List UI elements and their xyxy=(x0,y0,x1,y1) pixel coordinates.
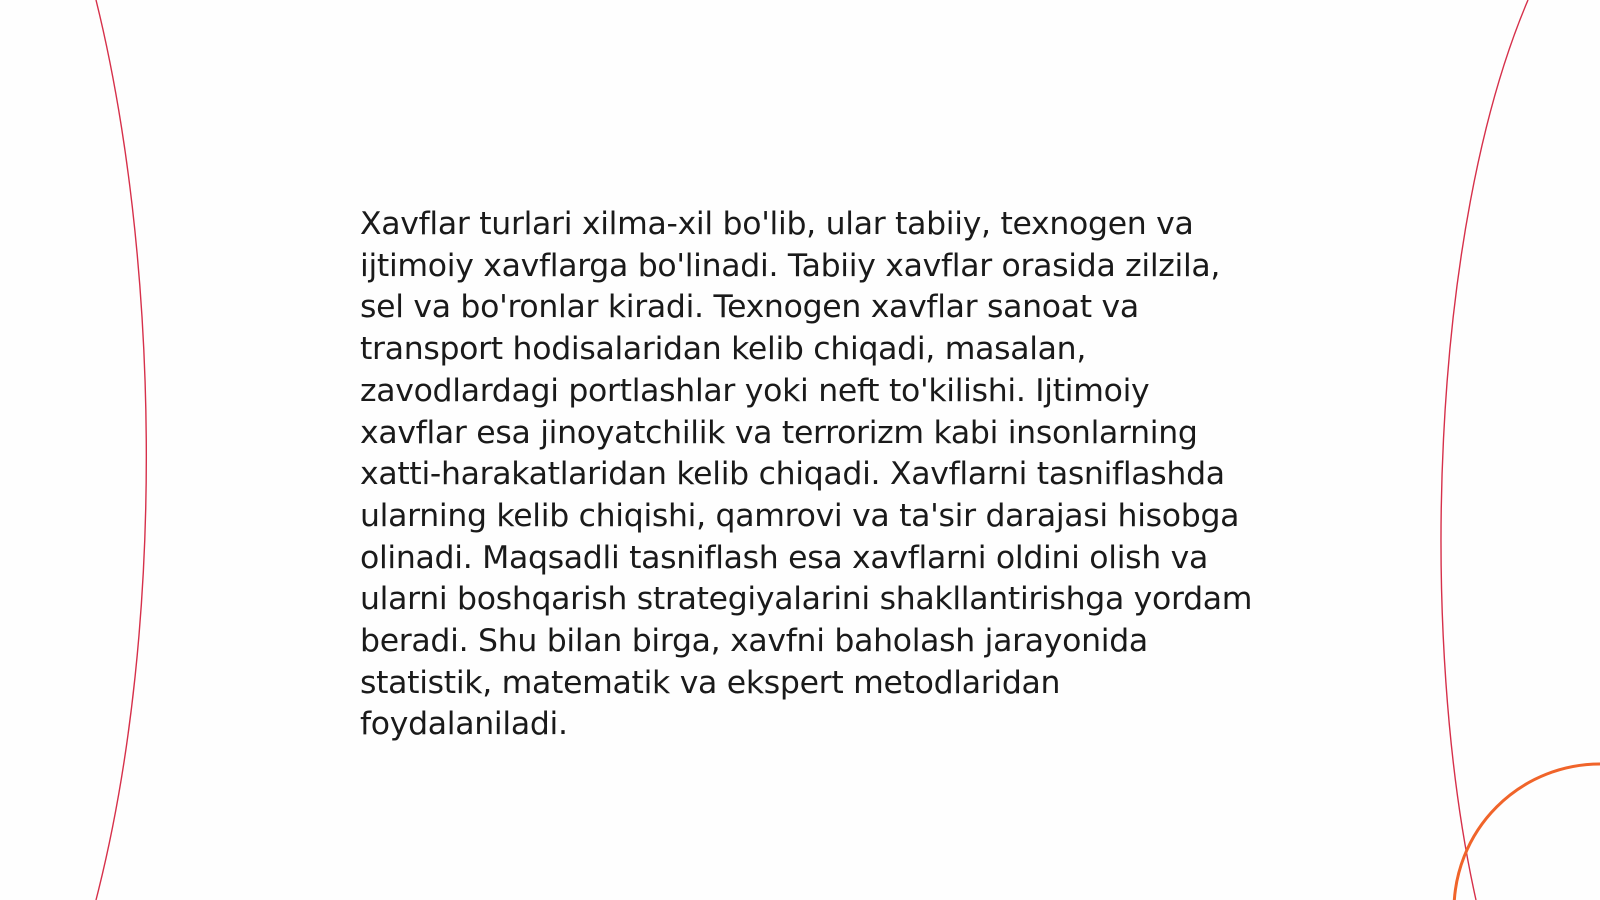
body-paragraph: Xavflar turlari xilma-xil bo'lib, ular tabiiy, texnogen va ijtimoiy xavflarga bo'linadi. Tabiiy xavflar orasida zilzila, sel va bo'ronlar kiradi. Texnogen xavflar sanoat va transport hodisalaridan kelib chiqadi, masalan, zavodlardagi portlashlar yoki neft to'kilishi. Ijtimoiy xavflar esa jinoyatchilik va terrorizm kabi insonlarning xatti-harakatlaridan kelib chiqadi. Xavflarni tasniflashda ularning kelib chiqishi, qamrovi va ta'sir darajasi hisobga olinadi. Maqsadli tasniflash esa xavflarni oldini olish va ularni boshqarish strategiyalarini shakllantirishga yordam beradi. Shu bilan birga, xavfni baholash jarayonida statistik, matematik va ekspert metodlaridan foydalaniladi. xyxy=(360,206,1253,743)
left-curve-line xyxy=(96,0,146,900)
orange-arc xyxy=(1454,764,1600,900)
right-curve-line xyxy=(1441,0,1528,900)
